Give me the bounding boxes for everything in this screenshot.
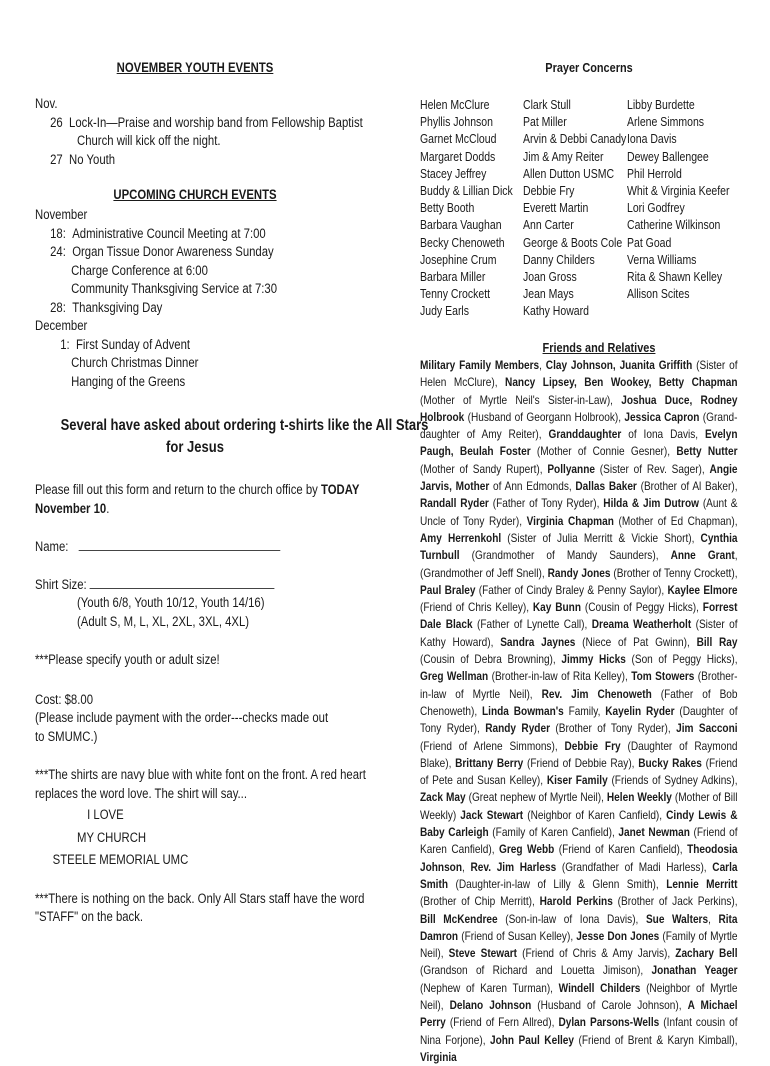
prayer-name: Iona Davis	[627, 132, 677, 147]
friend-relation: (Friend of Chris Kelley),	[420, 600, 533, 615]
friend-name: Sandra Jaynes	[500, 634, 576, 649]
friend-name: Jesse Don Jones	[576, 928, 660, 943]
friend-name: Jack Stewart	[460, 807, 524, 822]
church-events-title: UPCOMING CHURCH EVENTS	[113, 187, 277, 202]
friend-name: Carla Smith	[420, 859, 738, 891]
friend-name: A Michael Perry	[420, 997, 738, 1030]
prayer-name: Whit & Virginia Keefer	[627, 183, 730, 198]
friend-name: Juanita Griffith	[619, 358, 693, 372]
friend-name: Angie Jarvis, Mother	[420, 461, 738, 494]
friend-name: Amy Herrenkohl	[420, 530, 502, 545]
church-event-28: 28: Thanksgiving Day	[50, 299, 163, 315]
prayer-name: Barbara Vaughan	[420, 218, 502, 233]
prayer-name: Catherine Wilkinson	[627, 218, 721, 233]
prayer-name: Pat Miller	[523, 115, 567, 130]
friend-relation: (Aunt & Uncle of Tony Ryder),	[420, 496, 738, 528]
prayer-name: Everett Martin	[523, 201, 589, 216]
friend-relation: ,	[539, 358, 546, 372]
prayer-name: Kathy Howard	[523, 304, 589, 319]
friend-relation: (Friend of Debbie Ray),	[523, 755, 639, 770]
friend-relation: (Mother of Bill Weekly)	[420, 790, 738, 822]
friend-relation: (Neighbor of Myrtle Neil),	[420, 980, 738, 1012]
friend-name: Dallas Baker	[575, 479, 637, 494]
friend-relation: (Father of Bob Chenoweth),	[420, 686, 738, 718]
friend-name: Betty Nutter	[676, 444, 738, 459]
shirt-size-row	[35, 576, 304, 595]
friend-relation: (Father of Cindy Braley & Penny Saylor),	[475, 582, 668, 597]
friend-name: Randall Ryder	[420, 496, 489, 511]
friend-name: Janet Newman	[618, 825, 690, 840]
youth-event-26-cont: Church will kick off the night.	[77, 133, 221, 148]
friend-name: Rodney Holbrook	[420, 392, 738, 424]
youth-events	[35, 95, 363, 169]
friend-relation	[577, 375, 585, 389]
cost: Cost: $8.00	[35, 691, 93, 707]
friend-relation: (Father of Lynette Call),	[472, 617, 592, 632]
friend-name: Jessica Capron	[624, 409, 700, 424]
friend-name: Linda Bowman's	[482, 703, 564, 718]
back-line2: "STAFF" on the back.	[35, 909, 144, 924]
church-event-24-line3: Community Thanksgiving Service at 7:30	[71, 281, 278, 296]
friend-relation: ,	[708, 911, 719, 926]
friend-relation: (Grandmother of Mandy Saunders),	[459, 548, 671, 563]
friend-name: Joshua Duce,	[621, 392, 693, 407]
friend-name: Cynthia Turnbull	[420, 530, 738, 563]
church-december: December	[35, 318, 88, 333]
tshirt-heading-line1: Several have asked about ordering t-shirts like the All Stars	[60, 417, 429, 434]
friend-name: Forrest Dale Black	[420, 600, 738, 632]
friend-name: John Paul Kelley	[490, 1032, 575, 1047]
shirt-size-blank[interactable]	[90, 588, 275, 589]
friend-name: Clay Johnson,	[545, 358, 616, 372]
friend-name: Nancy Lipsey,	[505, 375, 577, 390]
friend-relation: (Grand-daughter of Amy Reiter),	[420, 409, 738, 442]
prayer-name: Barbara Miller	[420, 269, 486, 284]
friend-name: Pollyanne	[547, 461, 595, 476]
friend-name: Rev. Jim Chenoweth	[541, 686, 652, 701]
prayer-name: Verna Williams	[627, 252, 697, 267]
friend-relation: (Brother of Al Baker),	[636, 479, 738, 494]
church-event-24: 24: Organ Tissue Donor Awareness Sunday	[50, 244, 274, 259]
friend-relation: (Friend of Chris & Amy Jarvis),	[517, 946, 676, 961]
prayer-name: Danny Childers	[523, 252, 595, 267]
shirt-size-label: Shirt Size:	[35, 576, 87, 592]
prayer-name: Josephine Crum	[420, 252, 497, 267]
friend-name: Betty Chapman	[658, 375, 738, 390]
friend-name: Theodosia Johnson	[420, 842, 738, 874]
church-event-dec-1-line2: Church Christmas Dinner	[71, 355, 199, 370]
friend-name: Bucky Rakes	[638, 755, 702, 770]
friend-relation: (Brother of Tenny Crockett),	[610, 565, 738, 580]
friend-relation: (Son-in-law of Iona Davis),	[497, 911, 646, 926]
youth-event-27: 27 No Youth	[50, 151, 116, 167]
friend-name: Paul Braley	[420, 582, 476, 597]
prayer-name: Garnet McCloud	[420, 132, 497, 147]
tshirt-heading-line2: for Jesus	[166, 439, 224, 456]
prayer-name: Pat Goad	[627, 235, 672, 250]
friend-relation: (Great nephew of Myrtle Neil),	[465, 790, 607, 805]
payment-line2: to SMUMC.)	[35, 728, 98, 744]
prayer-name: Phil Herrold	[627, 166, 682, 181]
youth-events-title: NOVEMBER YOUTH EVENTS	[116, 60, 274, 75]
friend-relation: of Ann Edmonds,	[489, 479, 576, 494]
friend-relation: (Brother-in-law of Rita Kelley),	[488, 669, 632, 684]
friend-name: Debbie Fry	[564, 738, 621, 753]
friend-relation: Family,	[563, 703, 606, 718]
prayer-name: Helen McClure	[420, 98, 490, 112]
church-event-dec-1: 1: First Sunday of Advent	[60, 336, 191, 352]
friend-relation: (Nephew of Karen Turman),	[420, 980, 559, 995]
friend-name: Kay Bunn	[532, 600, 581, 615]
friend-name: Hilda & Jim Dutrow	[603, 496, 699, 511]
prayer-name: Ann Carter	[523, 218, 574, 233]
prayer-names	[420, 97, 738, 322]
prayer-name: Stacey Jeffrey	[420, 166, 487, 181]
church-event-dec-1-line3: Hanging of the Greens	[71, 373, 186, 389]
church-events	[35, 206, 355, 391]
friend-name: Evelyn Paugh,	[420, 427, 738, 459]
friend-relation: (Husband of Carole Johnson),	[531, 997, 688, 1012]
friend-relation: (Sister of Helen McClure),	[420, 358, 738, 390]
adult-sizes: (Adult S, M, L, XL, 2XL, 3XL, 4XL)	[77, 613, 250, 629]
friend-name: Tom Stowers	[631, 669, 695, 684]
friend-relation: (Friend of Arlene Simmons),	[420, 738, 565, 753]
prayer-name: Buddy & Lillian Dick	[420, 183, 513, 198]
friend-relation: (Brother of Jack Perkins),	[612, 894, 738, 909]
friend-relation: (Grandson of Richard and Louetta Jimison),	[420, 963, 652, 978]
payment-line1: (Please include payment with the order---checks made out	[35, 710, 329, 725]
friend-relation: (Niece of Pat Gwinn),	[575, 634, 697, 649]
friend-relation: (Cousin of Peggy Hicks),	[580, 600, 703, 615]
prayer-column-2	[523, 97, 626, 320]
desc-line1: ***The shirts are navy blue with white font on the front. A red heart	[35, 767, 366, 782]
name-field-row	[35, 538, 304, 557]
friend-name: Rev. Jim Harless	[470, 859, 557, 874]
friend-name: Cindy Lewis & Baby Carleigh	[420, 807, 738, 840]
desc-line2: replaces the word love. The shirt will say...	[35, 785, 247, 801]
friend-relation: (Grandfather of Madi Harless),	[556, 859, 713, 874]
friend-name: Helen Weekly	[606, 790, 672, 805]
prayer-name: George & Boots Cole	[523, 235, 623, 250]
friend-relation: (Friend of Fern Allred),	[445, 1015, 559, 1030]
friend-relation: , (Grandmother of Jeff Snell),	[420, 548, 738, 580]
friends-relatives-title: Friends and Relatives	[542, 340, 656, 355]
friend-name: Randy Jones	[547, 565, 611, 580]
specify-note: ***Please specify youth or adult size!	[35, 652, 220, 667]
prayer-name: Tenny Crockett	[420, 287, 491, 302]
prayer-name: Dewey Ballengee	[627, 149, 709, 164]
friend-name: Bill McKendree	[420, 911, 498, 926]
friend-relation: (Friend of Pete and Susan Kelley),	[420, 755, 738, 788]
prayer-concerns-title: Prayer Concerns	[545, 60, 633, 75]
friend-name: Dreama Weatherholt	[591, 617, 692, 632]
friend-name: Windell Childers	[558, 980, 641, 995]
friend-relation: (Brother-in-law of Myrtle Neil),	[420, 669, 738, 701]
prayer-name: Arlene Simmons	[627, 115, 705, 130]
left-column	[35, 60, 429, 927]
prayer-name: Jim & Amy Reiter	[523, 149, 604, 164]
friend-name: Lennie Merritt	[666, 876, 738, 891]
friend-relation: ,	[462, 859, 471, 874]
youth-month: Nov.	[35, 96, 58, 111]
prayer-name: Betty Booth	[420, 201, 475, 216]
friend-name: Sue Walters	[645, 911, 709, 926]
friend-name: Kaylee Elmore	[667, 582, 738, 597]
prayer-name: Joan Gross	[523, 269, 577, 284]
shirt-says-line2: MY CHURCH	[77, 829, 147, 845]
name-blank[interactable]	[78, 550, 280, 551]
friend-relation: (Mother of Ed Chapman),	[613, 513, 738, 528]
friend-relation: (Sister of Rev. Sager),	[594, 461, 710, 476]
friend-relation: (Son of Peggy Hicks),	[625, 652, 738, 667]
friend-relation: (Friend of Susan Kelley),	[458, 928, 577, 943]
prayer-name: Becky Chenoweth	[420, 235, 505, 250]
tshirt-instructions: Please fill out this form and return to the church office by TODAY November 10.	[35, 482, 360, 516]
friend-name: Brittany Berry	[455, 755, 524, 770]
friend-name: Granddaughter	[548, 427, 622, 442]
prayer-name: Jean Mays	[523, 287, 574, 302]
friend-relation: (Friend of Brent & Karyn Kimball),	[574, 1032, 738, 1047]
prayer-name: Rita & Shawn Kelley	[627, 269, 723, 284]
prayer-name: Allison Scites	[627, 287, 690, 302]
friend-name: Anne Grant	[670, 548, 735, 563]
prayer-name: Margaret Dodds	[420, 149, 496, 164]
right-column	[420, 60, 738, 1066]
youth-sizes: (Youth 6/8, Youth 10/12, Youth 14/16)	[77, 595, 265, 610]
friend-name: Jimmy Hicks	[561, 652, 626, 667]
friend-name: Greg Webb	[499, 842, 555, 857]
youth-event-26: 26 Lock-In—Praise and worship band from Fellowship Baptist	[50, 114, 363, 130]
friend-relation: (Friends of Sydney Adkins),	[607, 773, 738, 788]
friend-name: Rita Damron	[420, 911, 738, 943]
friend-relation: (Father of Tony Ryder),	[488, 496, 604, 511]
tshirt-heading	[35, 415, 429, 459]
shirt-description	[35, 766, 366, 870]
friend-relation: (Husband of Georgann Holbrook),	[464, 409, 625, 424]
friend-name: Military Family Members	[420, 358, 540, 372]
friend-relation: (Cousin of Debra Browning),	[420, 652, 562, 667]
church-november: November	[35, 207, 88, 222]
friend-relation: (Infant cousin of Nina Forjone),	[420, 1015, 738, 1047]
back-note	[35, 890, 365, 927]
friend-relation: (Friend of Karen Canfield),	[420, 825, 738, 857]
friend-relation: (Mother of Connie Gesner),	[530, 444, 677, 459]
friend-relation: (Mother of Sandy Rupert),	[420, 461, 548, 476]
prayer-name: Phyllis Johnson	[420, 115, 493, 130]
shirt-says-line3: STEELE MEMORIAL UMC	[52, 852, 189, 867]
friend-relation: (Brother of Tony Ryder),	[550, 721, 677, 736]
back-line1: ***There is nothing on the back. Only All Stars staff have the word	[35, 890, 365, 906]
friend-name: Jonathan Yeager	[651, 963, 738, 978]
church-event-24-line2: Charge Conference at 6:00	[71, 262, 208, 278]
friend-relation: (Daughter of Raymond Blake),	[420, 738, 738, 770]
friends-relatives-list	[420, 357, 738, 1066]
prayer-name: Clark Stull	[523, 98, 571, 112]
prayer-column-3	[627, 97, 730, 303]
prayer-name: Allen Dutton USMC	[523, 166, 615, 181]
prayer-name: Debbie Fry	[523, 183, 575, 198]
friend-name: Kayelin Ryder	[605, 703, 675, 718]
friend-relation: (Sister of Julia Merritt & Vickie Short),	[501, 530, 701, 545]
friend-name: Randy Ryder	[485, 721, 551, 736]
prayer-name: Lori Godfrey	[627, 201, 685, 216]
shirt-says-line1: I LOVE	[87, 807, 124, 822]
friend-relation: (Mother of Myrtle Neil's Sister-in-Law),	[420, 392, 622, 407]
friend-relation: (Neighbor of Karen Canfield),	[523, 807, 667, 822]
friend-name: Zachary Bell	[675, 946, 738, 961]
friend-relation: (Friend of Karen Canfield),	[554, 842, 688, 857]
friend-name: Bill Ray	[696, 634, 738, 649]
prayer-name: Judy Earls	[420, 304, 470, 319]
friend-name: Beulah Foster	[459, 444, 531, 459]
church-event-18: 18: Administrative Council Meeting at 7:00	[50, 225, 266, 241]
friend-relation: (Daughter-in-law of Lilly & Glenn Smith),	[448, 876, 667, 891]
friend-relation	[692, 393, 700, 407]
friend-name: Virginia Chapman	[526, 513, 614, 528]
friend-name: Virginia	[420, 1049, 457, 1064]
friend-relation: (Family of Myrtle Neil),	[420, 928, 738, 961]
friend-relation: (Family of Karen Canfield),	[488, 825, 619, 840]
prayer-name: Libby Burdette	[627, 98, 695, 112]
friend-relation: of Iona Davis,	[621, 427, 705, 442]
friend-relation: (Sister of Kathy Howard),	[420, 617, 738, 649]
prayer-name: Arvin & Debbi Canady	[523, 132, 627, 147]
friend-name: Dylan Parsons-Wells	[558, 1015, 660, 1030]
friend-name: Delano Johnson	[449, 997, 532, 1012]
cost-block	[35, 691, 355, 747]
friend-name: Steve Stewart	[448, 946, 518, 961]
friend-name: Kiser Family	[546, 773, 608, 788]
friend-relation: (Brother of Chip Merritt),	[420, 894, 540, 909]
friend-relation: (Daughter of Tony Ryder),	[420, 703, 738, 736]
prayer-column-1	[420, 97, 513, 320]
name-label: Name:	[35, 539, 69, 554]
friend-name: Greg Wellman	[420, 669, 489, 684]
friend-name: Zack May	[420, 790, 466, 805]
friend-name: Jim Sacconi	[676, 721, 738, 736]
friend-name: Ben Wookey,	[584, 375, 652, 390]
friend-name: Harold Perkins	[539, 894, 613, 909]
